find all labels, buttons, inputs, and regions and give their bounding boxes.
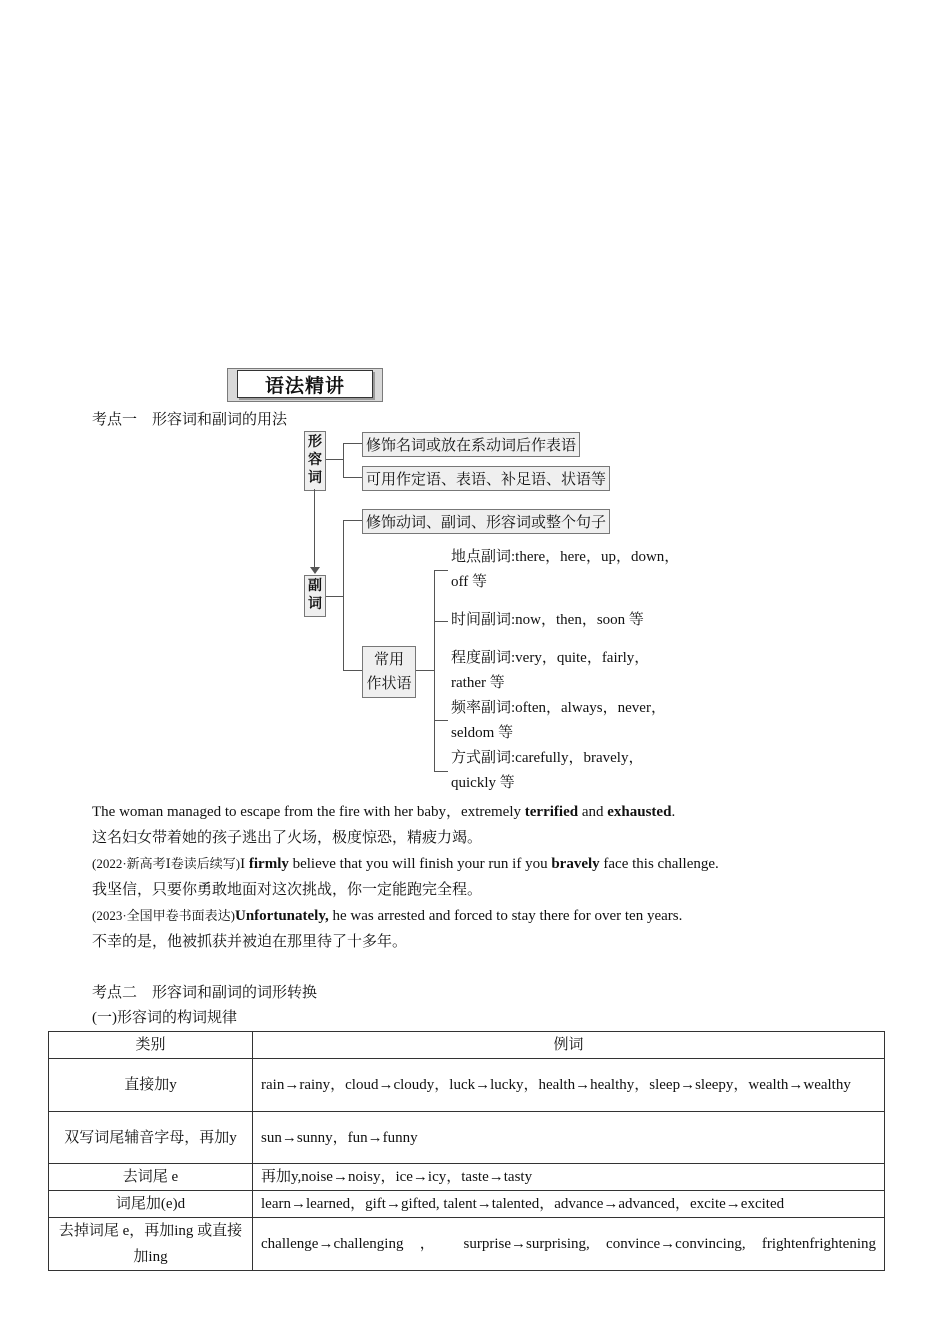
adverb-use: 修饰动词、副词、形容词或整个句子 <box>362 509 610 534</box>
table-row <box>49 1059 885 1112</box>
adverb-type-place: 地点副词:there，here，up，down， off 等 <box>451 549 680 590</box>
example-1-translation: 这名妇女带着她的孩子逃出了火场，极度惊恐，精疲力竭。 <box>92 830 483 846</box>
adverb-type-time: 时间副词:now，then，soon 等 <box>451 612 644 628</box>
example-2: (2022·新高考Ⅰ卷读后续写)I firmly believe that you will finish your run if you bravely face this challenge. <box>92 856 719 872</box>
adverb-type-degree: 程度副词:very，quite，fairly， rather 等 <box>451 650 650 691</box>
table-header-category: 类别 <box>49 1032 253 1059</box>
example-3: (2023·全国甲卷书面表达)Unfortunately, he was arrested and forced to stay there for over ten years. <box>92 908 683 924</box>
example-3-translation: 不幸的是，他被抓获并被迫在那里待了十多年。 <box>92 934 408 950</box>
section-1-heading: 考点一 形容词和副词的用法 <box>92 412 288 428</box>
adverb-type-frequency: 频率副词:often，always，never， seldom 等 <box>451 700 666 741</box>
table-header-examples: 例词 <box>253 1032 885 1059</box>
table-cell-examples: 再加y,noise→noisy，ice→icy，taste→tasty <box>253 1164 885 1191</box>
section-2-heading: 考点二 形容词和副词的词形转换 <box>92 985 318 1001</box>
banner-title: 语法精讲 <box>264 374 345 397</box>
table-cell-examples: sun→sunny，fun→funny <box>253 1112 885 1164</box>
common-label-line1: 常用 <box>373 652 404 668</box>
section-2-subheading: (一)形容词的构词规律 <box>92 1010 237 1026</box>
arrow-down-icon <box>310 567 320 574</box>
adverb-box: 副词 <box>304 575 326 617</box>
table-cell-examples: rain→rainy，cloud→cloudy，luck→lucky，health→healthy，sleep→sleepy，wealth→wealthy <box>253 1059 885 1112</box>
table-row <box>49 1191 885 1218</box>
table-cell-category: 直接加y <box>49 1059 253 1112</box>
adjective-formation-table <box>48 1031 885 1271</box>
table-cell-category: 双写词尾辅音字母，再加y <box>49 1112 253 1164</box>
table-cell-category: 词尾加(e)d <box>49 1191 253 1218</box>
table-row <box>49 1218 885 1271</box>
table-cell-examples: challenge→challenging ， surprise→surprising, convince→convincing, frightenfrightening <box>253 1218 885 1271</box>
common-label-line2: 作状语 <box>366 676 412 692</box>
table-cell-category: 去掉词尾 e，再加ing 或直接加ing <box>49 1218 253 1271</box>
example-1: The woman managed to escape from the fire with her baby，extremely terrified and exhausted. <box>92 804 676 820</box>
table-cell-category: 去词尾 e <box>49 1164 253 1191</box>
adjective-use-1: 修饰名词或放在系动词后作表语 <box>362 432 580 457</box>
adjective-use-2: 可用作定语、表语、补足语、状语等 <box>362 466 610 491</box>
common-adverbial-box <box>362 646 416 698</box>
adverb-type-manner: 方式副词:carefully，bravely， quickly 等 <box>451 750 644 791</box>
table-header-row <box>49 1032 885 1059</box>
table-cell-examples: learn→learned，gift→gifted, talent→talented，advance→advanced，excite→excited <box>253 1191 885 1218</box>
example-2-translation: 我坚信，只要你勇敢地面对这次挑战，你一定能跑完全程。 <box>92 882 483 898</box>
table-row <box>49 1112 885 1164</box>
adjective-box: 形容词 <box>304 431 326 491</box>
table-row <box>49 1164 885 1191</box>
